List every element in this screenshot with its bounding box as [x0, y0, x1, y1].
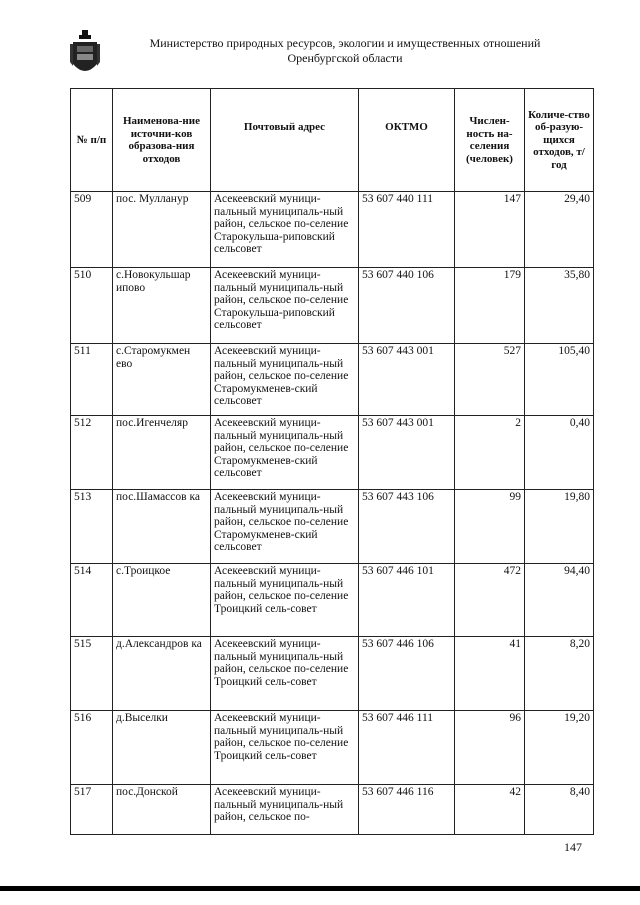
- table-row: [71, 490, 594, 564]
- table-row: [71, 416, 594, 490]
- row-source-name: д.Александров ка: [113, 637, 211, 711]
- row-number: 512: [71, 416, 113, 490]
- row-number: 515: [71, 637, 113, 711]
- row-oktmo: 53 607 440 106: [359, 268, 455, 344]
- row-source-name: с.Троицкое: [113, 564, 211, 637]
- row-waste: 29,40: [525, 192, 594, 268]
- row-source-name: с.Новокульшар ипово: [113, 268, 211, 344]
- row-source-name: с.Старомукмен ево: [113, 344, 211, 416]
- row-address: Асекеевский муници-пальный муниципаль-ный район, сельское по-селение Старомукменев-ский сельсовет: [211, 344, 359, 416]
- row-oktmo: 53 607 443 106: [359, 490, 455, 564]
- table-row: [71, 785, 594, 835]
- row-waste: 19,80: [525, 490, 594, 564]
- row-source-name: пос.Игенчеляр: [113, 416, 211, 490]
- row-address: Асекеевский муници-пальный муниципаль-ный район, сельское по-селение Троицкий сель-совет: [211, 637, 359, 711]
- row-number: 510: [71, 268, 113, 344]
- column-header-address: Почтовый адрес: [211, 89, 359, 192]
- row-oktmo: 53 607 446 116: [359, 785, 455, 835]
- row-waste: 8,20: [525, 637, 594, 711]
- header-region-line: Оренбургской области: [287, 51, 403, 65]
- row-number: 514: [71, 564, 113, 637]
- row-address: Асекеевский муници-пальный муниципаль-ный район, сельское по-: [211, 785, 359, 835]
- table-row: [71, 344, 594, 416]
- coat-of-arms-icon: [70, 30, 100, 80]
- row-waste: 94,40: [525, 564, 594, 637]
- row-population: 179: [455, 268, 525, 344]
- row-address: Асекеевский муници-пальный муниципаль-ный район, сельское по-селение Троицкий сель-совет: [211, 564, 359, 637]
- table-row: [71, 637, 594, 711]
- column-header-source-name: Наименова-ние источни-ков образова-ния отходов: [113, 89, 211, 192]
- row-oktmo: 53 607 443 001: [359, 344, 455, 416]
- row-source-name: пос.Шамассов ка: [113, 490, 211, 564]
- row-population: 42: [455, 785, 525, 835]
- row-population: 41: [455, 637, 525, 711]
- row-oktmo: 53 607 446 111: [359, 711, 455, 785]
- row-source-name: пос. Мулланур: [113, 192, 211, 268]
- row-waste: 105,40: [525, 344, 594, 416]
- row-population: 527: [455, 344, 525, 416]
- row-waste: 8,40: [525, 785, 594, 835]
- column-header-number: № п/п: [71, 89, 113, 192]
- column-header-population: Числен-ность на-селения (человек): [455, 89, 525, 192]
- row-address: Асекеевский муници-пальный муниципаль-ный район, сельское по-селение Старомукменев-ский сельсовет: [211, 490, 359, 564]
- row-number: 516: [71, 711, 113, 785]
- row-waste: 35,80: [525, 268, 594, 344]
- row-oktmo: 53 607 443 001: [359, 416, 455, 490]
- row-source-name: д.Выселки: [113, 711, 211, 785]
- row-waste: 0,40: [525, 416, 594, 490]
- row-oktmo: 53 607 440 111: [359, 192, 455, 268]
- row-number: 509: [71, 192, 113, 268]
- row-source-name: пос.Донской: [113, 785, 211, 835]
- column-header-oktmo: ОКТМО: [359, 89, 455, 192]
- row-population: 99: [455, 490, 525, 564]
- row-number: 517: [71, 785, 113, 835]
- row-address: Асекеевский муници-пальный муниципаль-ный район, сельское по-селение Старомукменев-ский сельсовет: [211, 416, 359, 490]
- row-address: Асекеевский муници-пальный муниципаль-ный район, сельское по-селение Старокульша-риповский сельсовет: [211, 268, 359, 344]
- row-address: Асекеевский муници-пальный муниципаль-ный район, сельское по-селение Старокульша-риповский сельсовет: [211, 192, 359, 268]
- bottom-divider: [0, 886, 640, 891]
- table-row: [71, 268, 594, 344]
- row-oktmo: 53 607 446 101: [359, 564, 455, 637]
- table-row: [71, 711, 594, 785]
- column-header-waste-amount: Количе-ство об-разую-щихся отходов, т/год: [525, 89, 594, 192]
- row-population: 472: [455, 564, 525, 637]
- table-row: [71, 192, 594, 268]
- waste-sources-table: [70, 88, 594, 835]
- row-population: 96: [455, 711, 525, 785]
- row-population: 147: [455, 192, 525, 268]
- row-number: 511: [71, 344, 113, 416]
- row-waste: 19,20: [525, 711, 594, 785]
- row-population: 2: [455, 416, 525, 490]
- row-address: Асекеевский муници-пальный муниципаль-ный район, сельское по-селение Троицкий сель-совет: [211, 711, 359, 785]
- row-oktmo: 53 607 446 106: [359, 637, 455, 711]
- table-row: [71, 564, 594, 637]
- page-number: 147: [564, 840, 582, 854]
- document-header: [130, 36, 560, 66]
- table-header-row: [71, 89, 594, 192]
- row-number: 513: [71, 490, 113, 564]
- header-ministry-line: Министерство природных ресурсов, экологии и имущественных отношений: [149, 36, 541, 50]
